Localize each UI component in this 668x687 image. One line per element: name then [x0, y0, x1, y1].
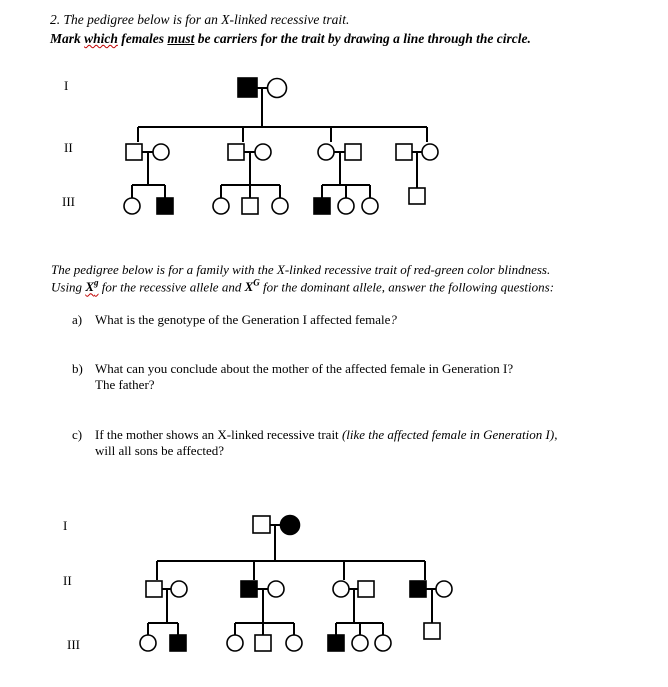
- p1-gen3-female-1[interactable]: [124, 198, 140, 214]
- p2-gen1-male: [253, 516, 270, 533]
- p2-gen3-female-1[interactable]: [140, 635, 156, 651]
- pedigree2-generation-I-label: I: [63, 518, 68, 533]
- xg-recessive: $X^g$: [85, 278, 99, 295]
- question-a-text: What is the genotype of the Generation I affected female?: [95, 312, 397, 327]
- p1-gen2-female-2[interactable]: [255, 144, 271, 160]
- p2-gen3-male-2: [255, 635, 271, 651]
- p1-gen1-female[interactable]: [268, 79, 287, 98]
- p1-gen2-female-4[interactable]: [422, 144, 438, 160]
- question-b-label: b): [72, 361, 83, 376]
- p2-gen3-female-3[interactable]: [286, 635, 302, 651]
- p1-gen2-male-2: [228, 144, 244, 160]
- question-title: 2. The pedigree below is for an X-linked recessive trait.: [50, 12, 350, 27]
- instruction-pre: Mark: [50, 31, 85, 46]
- p2-gen3-female-5[interactable]: [375, 635, 391, 651]
- p1-gen2-female-3[interactable]: [318, 144, 334, 160]
- p1-gen3-male-4: [409, 188, 425, 204]
- p1-gen3-female-2[interactable]: [213, 198, 229, 214]
- question-instruction: [50, 31, 531, 47]
- question-c-label: c): [72, 427, 83, 442]
- passage-line2-pre: Using: [51, 279, 86, 295]
- p1-gen2-male-4: [396, 144, 412, 160]
- p2-gen3-male-4: [424, 623, 440, 639]
- passage-line-1: The pedigree below is for a family with the X-linked recessive trait of red-green color blindness.: [51, 262, 551, 277]
- p1-gen3-male-2: [242, 198, 258, 214]
- p1-gen3-female-3[interactable]: [272, 198, 288, 214]
- p2-gen3-affected-male-3: [328, 635, 344, 651]
- instruction-which: which: [84, 31, 118, 46]
- p2-gen3-female-2[interactable]: [227, 635, 243, 651]
- pedigree2-generation-II: [146, 581, 452, 597]
- question-a-label: a): [72, 312, 83, 327]
- p2-gen2-female-3[interactable]: [333, 581, 349, 597]
- p2-gen2-female-2[interactable]: [268, 581, 284, 597]
- pedigree1-generation-III: [124, 188, 425, 214]
- instruction-post: be carriers for the trait by drawing a line through the circle.: [194, 31, 531, 46]
- p1-gen2-female-1[interactable]: [153, 144, 169, 160]
- passage-line2-post: for the dominant allele, answer the following questions:: [259, 279, 555, 295]
- pedigree1-generation-III-label: III: [62, 194, 75, 209]
- p1-gen2-male-3: [345, 144, 361, 160]
- question-c-text-2: will all sons be affected?: [95, 443, 224, 458]
- p2-gen1-affected-female: [281, 516, 300, 535]
- pedigree1-generation-I: [238, 78, 287, 127]
- p1-gen3-affected-male-1: [157, 198, 173, 214]
- p2-gen2-male-1: [146, 581, 162, 597]
- p1-gen3-female-5[interactable]: [362, 198, 378, 214]
- xg-dominant: $X^G$: [244, 278, 260, 295]
- pedigree2-generation-III-label: III: [67, 637, 80, 652]
- pedigree1-generation-II-label: II: [64, 140, 73, 155]
- pedigree1-generation-I-label: I: [64, 78, 69, 93]
- pedigree-1-chart: [0, 60, 668, 230]
- question-b-text-1: What can you conclude about the mother of the affected female in Generation I?: [95, 361, 514, 376]
- pedigree1-generation-II: [126, 144, 438, 160]
- p2-gen2-affected-male-2: [241, 581, 257, 597]
- instruction-mid: females: [117, 31, 168, 46]
- question-c-text-1: If the mother shows an X-linked recessive trait (like the affected female in Generation I),: [95, 427, 558, 442]
- passage-line2-mid: for the recessive allele and: [98, 279, 245, 295]
- p1-gen1-affected-male: [238, 78, 257, 97]
- p1-gen3-female-4[interactable]: [338, 198, 354, 214]
- p1-gen2-male-1: [126, 144, 142, 160]
- p2-gen3-affected-male-1: [170, 635, 186, 651]
- instruction-must: must: [167, 31, 195, 46]
- pedigree-2-chart: [0, 505, 668, 675]
- pedigree2-generation-III: [140, 623, 440, 651]
- p1-gen3-affected-male-3: [314, 198, 330, 214]
- passage-line-2: [51, 278, 554, 295]
- p2-gen2-female-4[interactable]: [436, 581, 452, 597]
- pedigree2-generation-II-label: II: [63, 573, 72, 588]
- p2-gen3-female-4[interactable]: [352, 635, 368, 651]
- question-b-text-2: The father?: [95, 377, 155, 392]
- p2-gen2-female-1[interactable]: [171, 581, 187, 597]
- pedigree2-generation-I: [253, 516, 300, 562]
- p2-gen2-male-3: [358, 581, 374, 597]
- p2-gen2-affected-male-4: [410, 581, 426, 597]
